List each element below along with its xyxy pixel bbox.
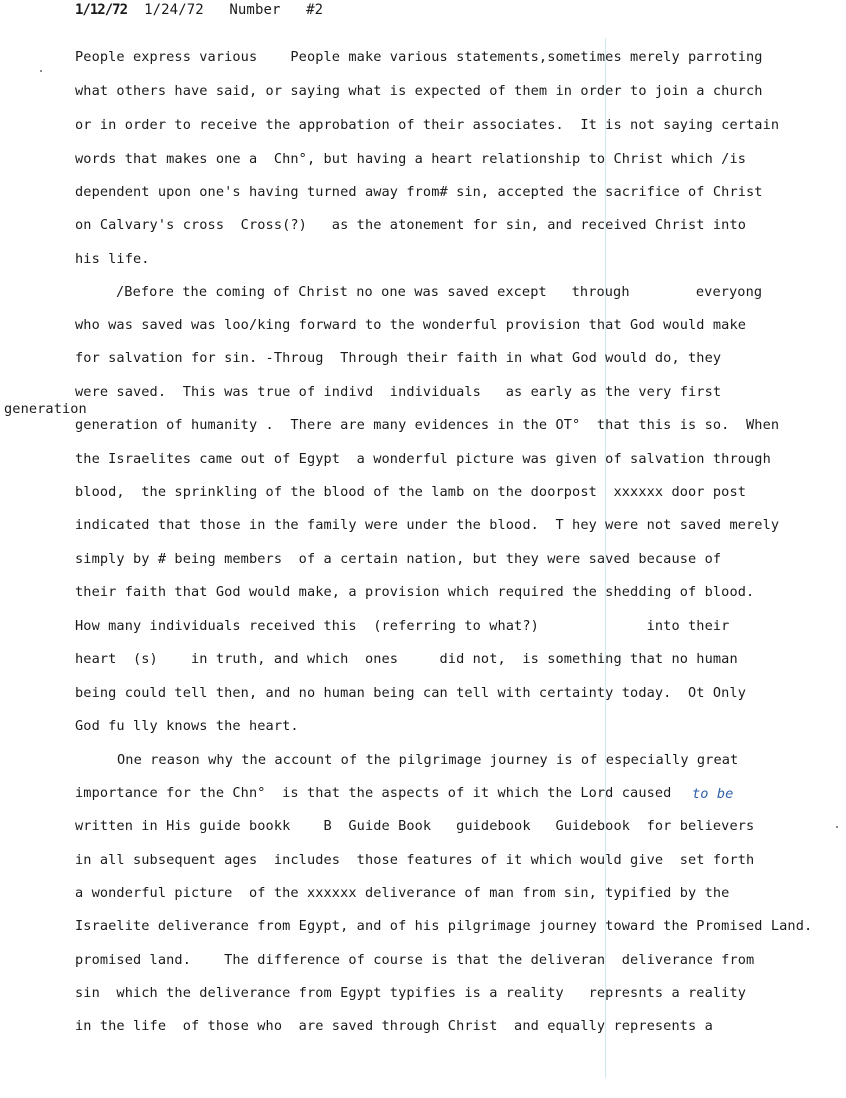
text-line: written in His guide bookk B Guide Book guidebook Guidebook for believers [75, 818, 755, 834]
page-header [75, 1, 323, 19]
text-line: promised land. The difference of course is that the deliveran deliverance from [75, 952, 755, 968]
header-number-label: Number [229, 2, 281, 18]
text-line: being could tell then, and no human being can tell with certainty today. Ot Only [75, 685, 747, 701]
text-line: sin which the deliverance from Egypt typifies is a reality represnts a reality [75, 985, 747, 1001]
text-line: importance for the Chn° is that the aspects of it which the Lord caused [75, 785, 672, 801]
text-line: indicated that those in the family were under the blood. T hey were not saved merely [75, 517, 780, 533]
text-line: for salvation for sin. -Throug Through their faith in what God would do, they [75, 350, 722, 366]
handwritten-note: to be [692, 786, 734, 802]
text-line: How many individuals received this (referring to what?) into their [75, 618, 730, 634]
text-line: in all subsequent ages includes those features of it which would give set forth [75, 852, 755, 868]
text-line: what others have said, or saying what is expected of them in order to join a church [75, 83, 763, 99]
text-line: his life. [75, 251, 150, 267]
text-line: were saved. This was true of indivd individuals as early as the very first [75, 384, 722, 400]
text-line: /Before the coming of Christ no one was saved except through everyong [116, 284, 763, 300]
text-line: God fu lly knows the heart. [75, 718, 299, 734]
text-line: generation of humanity . There are many evidences in the OT° that this is so. When [75, 417, 780, 433]
text-line: the Israelites came out of Egypt a wonderful picture was given of salvation through [75, 451, 771, 467]
text-line: One reason why the account of the pilgrimage journey is of especially great [117, 752, 739, 768]
text-line: simply by # being members of a certain nation, but they were saved because of [75, 551, 722, 567]
speck-mark [40, 70, 42, 72]
text-line: their faith that God would make, a provision which required the shedding of blood. [75, 584, 755, 600]
header-number-value: #2 [306, 2, 324, 18]
margin-note: generation [4, 401, 87, 417]
text-line: in the life of those who are saved through Christ and equally represents a [75, 1018, 713, 1034]
text-line: or in order to receive the approbation of their associates. It is not saying certain [75, 117, 780, 133]
text-line: People express various People make various statements,sometimes merely parroting [75, 49, 763, 65]
text-line: heart (s) in truth, and which ones did not, is something that no human [75, 651, 738, 667]
text-line: blood, the sprinkling of the blood of the lamb on the doorpost xxxxxx door post [75, 484, 747, 500]
text-line: a wonderful picture of the xxxxxx deliverance of man from sin, typified by the [75, 885, 730, 901]
text-line: dependent upon one's having turned away from# sin, accepted the sacrifice of Christ [75, 184, 763, 200]
header-date: 1/24/72 [144, 2, 204, 18]
speck-mark [836, 826, 838, 828]
text-line: words that makes one a Chn°, but having a heart relationship to Christ which /is [75, 151, 747, 167]
struck-date: 1/12/72 [75, 2, 128, 18]
text-line: who was saved was loo/king forward to the wonderful provision that God would make [75, 317, 747, 333]
text-line: Israelite deliverance from Egypt, and of his pilgrimage journey toward the Promised Land. [75, 918, 813, 934]
text-line: on Calvary's cross Cross(?) as the atonement for sin, and received Christ into [75, 217, 747, 233]
